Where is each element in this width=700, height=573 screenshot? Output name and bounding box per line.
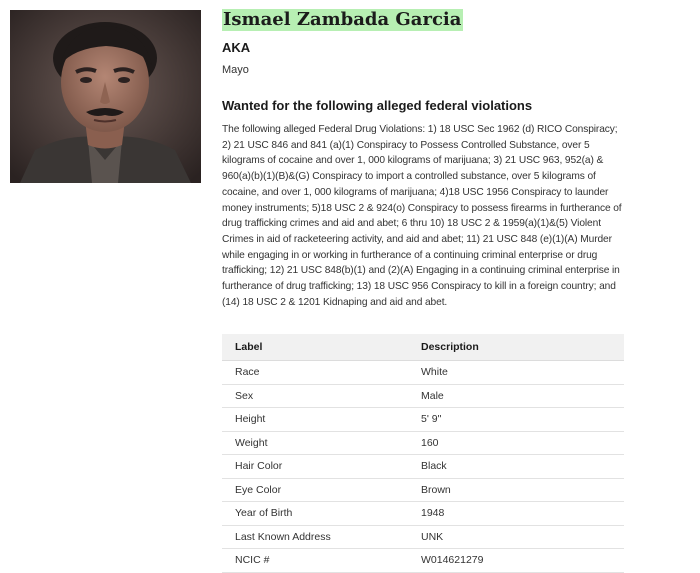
row-value: UNK — [408, 525, 624, 549]
row-label: Hair Color — [222, 455, 408, 479]
row-label: NCIC # — [222, 549, 408, 573]
row-value: 1948 — [408, 502, 624, 526]
table-row — [222, 478, 624, 502]
row-label: Sex — [222, 384, 408, 408]
table-row — [222, 502, 624, 526]
row-label: Eye Color — [222, 478, 408, 502]
row-value: 5' 9" — [408, 408, 624, 432]
row-label: Height — [222, 408, 408, 432]
row-label: Weight — [222, 431, 408, 455]
row-label: Last Known Address — [222, 525, 408, 549]
portrait-image — [10, 10, 201, 183]
column-header-label: Label — [222, 334, 408, 361]
wanted-heading: Wanted for the following alleged federal violations — [222, 98, 533, 113]
subject-photo — [10, 10, 201, 183]
table-row — [222, 455, 624, 479]
table-row — [222, 361, 624, 385]
table-row — [222, 431, 624, 455]
row-label: Race — [222, 361, 408, 385]
table-header-row — [222, 334, 624, 361]
subject-name: Ismael Zambada Garcia — [223, 9, 462, 30]
column-header-description: Description — [408, 334, 624, 361]
details-table — [222, 334, 624, 573]
row-value: Brown — [408, 478, 624, 502]
table-row — [222, 384, 624, 408]
row-value: 160 — [408, 431, 624, 455]
table-row — [222, 525, 624, 549]
violations-description: The following alleged Federal Drug Violations: 1) 18 USC Sec 1962 (d) RICO Conspiracy; 2) 21 USC 846 and 841 (a)(1) Conspiracy to Possess Controlled Substance, over 5 kilograms of cocaine and over 1, 000 kilograms of marijuana; 3) 21 USC 963, 952(a) & 960(a)(b)(1)(B)&(G) Conspiracy to import a controlled substance, over 5 kilograms of cocaine, and over 1, 000 kilograms of marijuana; 4)18 USC 1956 Conspiracy to launder money instruments; 5)18 USC 2 & 924(o) Conspiracy to possess firearms in furtherance of drug trafficking crimes and aid and abet; 6 thru 10) 18 USC 2 & 1959(a)(1)&(5) Violent Crimes in aid of racketeering activity, and aid and abet; 11) 21 USC 848 (e)(1)(A) Murder while engaging in or working in furtherance of a continuing criminal enterprise or drug trafficking; 12) 21 USC 848(b)(1) and (2)(A) Engaging in a continuing criminal enterprise in furtherance of drug trafficking; 13) 18 USC 956 Conspiracy to kill in a foreign country; and (14) 18 USC 2 & 1201 Kidnaping and aid and abet. — [222, 124, 622, 308]
row-label: Year of Birth — [222, 502, 408, 526]
row-value: Male — [408, 384, 624, 408]
table-row — [222, 408, 624, 432]
table-row — [222, 549, 624, 573]
aka-value: Mayo — [222, 64, 249, 76]
row-value: W014621279 — [408, 549, 624, 573]
row-value: White — [408, 361, 624, 385]
aka-heading: AKA — [222, 40, 251, 55]
row-value: Black — [408, 455, 624, 479]
